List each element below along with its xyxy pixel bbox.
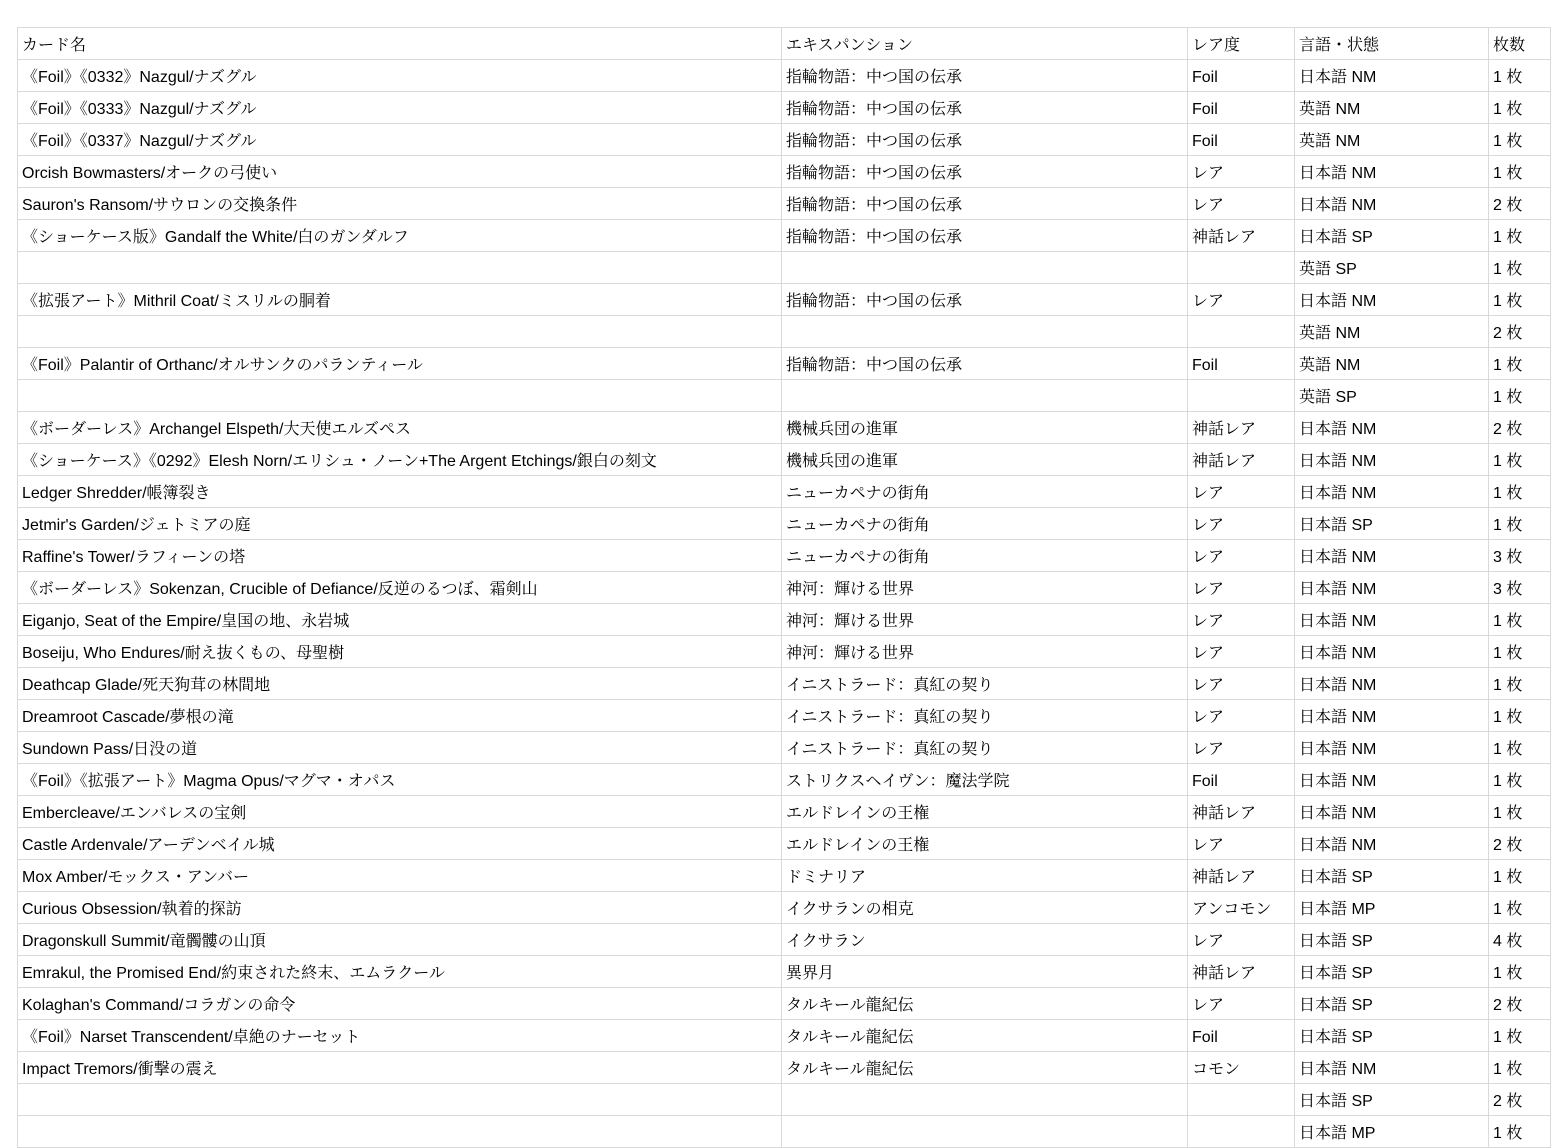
card-name-cell: 《ショーケース版》Gandalf the White/白のガンダルフ [18, 220, 782, 252]
card-name-cell: Orcish Bowmasters/オークの弓使い [18, 156, 782, 188]
table-row [18, 1020, 1551, 1052]
rarity-cell: レア [1188, 540, 1295, 572]
card-name-cell: 《拡張アート》Mithril Coat/ミスリルの胴着 [18, 284, 782, 316]
language-condition-cell: 日本語 NM [1295, 636, 1489, 668]
table-row [18, 732, 1551, 764]
quantity-cell: 2 枚 [1489, 1084, 1551, 1116]
expansion-cell: 指輪物語：中つ国の伝承 [782, 92, 1188, 124]
expansion-cell [782, 252, 1188, 284]
table-row [18, 1084, 1551, 1116]
card-inventory-sheet [17, 27, 1550, 1148]
expansion-cell: イニストラード：真紅の契り [782, 732, 1188, 764]
table-row [18, 572, 1551, 604]
quantity-cell: 1 枚 [1489, 796, 1551, 828]
language-condition-cell: 日本語 SP [1295, 924, 1489, 956]
quantity-cell: 1 枚 [1489, 1116, 1551, 1148]
quantity-cell: 1 枚 [1489, 92, 1551, 124]
rarity-cell: 神話レア [1188, 444, 1295, 476]
expansion-cell: 指輪物語：中つ国の伝承 [782, 220, 1188, 252]
language-condition-cell: 日本語 NM [1295, 188, 1489, 220]
quantity-cell: 4 枚 [1489, 924, 1551, 956]
rarity-cell: Foil [1188, 764, 1295, 796]
header-row [18, 28, 1551, 60]
language-condition-cell: 日本語 SP [1295, 1020, 1489, 1052]
table-row [18, 508, 1551, 540]
language-condition-cell: 日本語 NM [1295, 828, 1489, 860]
card-name-cell [18, 1116, 782, 1148]
table-row [18, 444, 1551, 476]
card-name-cell: 《ショーケース》《0292》Elesh Norn/エリシュ・ノーン+The Argent Etchings/銀白の刻文 [18, 444, 782, 476]
card-name-cell: Ledger Shredder/帳簿裂き [18, 476, 782, 508]
language-condition-cell: 日本語 NM [1295, 284, 1489, 316]
expansion-cell: 指輪物語：中つ国の伝承 [782, 348, 1188, 380]
rarity-cell: レア [1188, 732, 1295, 764]
header-card-name: カード名 [18, 28, 782, 60]
rarity-cell: Foil [1188, 1020, 1295, 1052]
expansion-cell: 指輪物語：中つ国の伝承 [782, 124, 1188, 156]
rarity-cell: レア [1188, 828, 1295, 860]
card-name-cell: Castle Ardenvale/アーデンベイル城 [18, 828, 782, 860]
language-condition-cell: 日本語 NM [1295, 700, 1489, 732]
card-name-cell [18, 380, 782, 412]
table-row [18, 796, 1551, 828]
card-name-cell: Raffine's Tower/ラフィーンの塔 [18, 540, 782, 572]
expansion-cell: 機械兵団の進軍 [782, 444, 1188, 476]
rarity-cell [1188, 316, 1295, 348]
rarity-cell: レア [1188, 988, 1295, 1020]
rarity-cell: レア [1188, 476, 1295, 508]
language-condition-cell: 日本語 SP [1295, 956, 1489, 988]
rarity-cell: Foil [1188, 124, 1295, 156]
table-row [18, 476, 1551, 508]
quantity-cell: 1 枚 [1489, 732, 1551, 764]
rarity-cell: レア [1188, 572, 1295, 604]
quantity-cell: 1 枚 [1489, 668, 1551, 700]
card-name-cell: Kolaghan's Command/コラガンの命令 [18, 988, 782, 1020]
language-condition-cell: 日本語 NM [1295, 572, 1489, 604]
table-row [18, 220, 1551, 252]
table-row [18, 92, 1551, 124]
language-condition-cell: 日本語 NM [1295, 604, 1489, 636]
quantity-cell: 1 枚 [1489, 444, 1551, 476]
quantity-cell: 1 枚 [1489, 284, 1551, 316]
card-name-cell: 《Foil》《0333》Nazgul/ナズグル [18, 92, 782, 124]
rarity-cell: アンコモン [1188, 892, 1295, 924]
language-condition-cell: 英語 NM [1295, 92, 1489, 124]
quantity-cell: 1 枚 [1489, 380, 1551, 412]
rarity-cell: Foil [1188, 92, 1295, 124]
table-row [18, 348, 1551, 380]
rarity-cell: 神話レア [1188, 796, 1295, 828]
expansion-cell: ニューカペナの街角 [782, 476, 1188, 508]
card-name-cell: Eiganjo, Seat of the Empire/皇国の地、永岩城 [18, 604, 782, 636]
table-row [18, 764, 1551, 796]
expansion-cell [782, 1116, 1188, 1148]
header-quantity: 枚数 [1489, 28, 1551, 60]
card-name-cell: Jetmir's Garden/ジェトミアの庭 [18, 508, 782, 540]
card-name-cell: 《ボーダーレス》Archangel Elspeth/大天使エルズペス [18, 412, 782, 444]
expansion-cell: イニストラード：真紅の契り [782, 700, 1188, 732]
quantity-cell: 1 枚 [1489, 348, 1551, 380]
quantity-cell: 1 枚 [1489, 124, 1551, 156]
table-row [18, 604, 1551, 636]
rarity-cell: Foil [1188, 60, 1295, 92]
table-row [18, 1116, 1551, 1148]
card-name-cell: Mox Amber/モックス・アンバー [18, 860, 782, 892]
quantity-cell: 1 枚 [1489, 604, 1551, 636]
language-condition-cell: 英語 NM [1295, 316, 1489, 348]
card-name-cell [18, 1084, 782, 1116]
quantity-cell: 1 枚 [1489, 700, 1551, 732]
card-name-cell: Emrakul, the Promised End/約束された終末、エムラクール [18, 956, 782, 988]
expansion-cell: エルドレインの王権 [782, 828, 1188, 860]
expansion-cell: エルドレインの王権 [782, 796, 1188, 828]
card-name-cell: 《Foil》Palantir of Orthanc/オルサンクのパランティール [18, 348, 782, 380]
expansion-cell [782, 380, 1188, 412]
table-row [18, 380, 1551, 412]
language-condition-cell: 日本語 NM [1295, 732, 1489, 764]
language-condition-cell: 日本語 NM [1295, 412, 1489, 444]
expansion-cell: イニストラード：真紅の契り [782, 668, 1188, 700]
quantity-cell: 1 枚 [1489, 860, 1551, 892]
rarity-cell: 神話レア [1188, 956, 1295, 988]
rarity-cell [1188, 252, 1295, 284]
table-row [18, 700, 1551, 732]
card-name-cell: 《Foil》《0337》Nazgul/ナズグル [18, 124, 782, 156]
rarity-cell: 神話レア [1188, 860, 1295, 892]
table-row [18, 828, 1551, 860]
expansion-cell [782, 1084, 1188, 1116]
expansion-cell: 指輪物語：中つ国の伝承 [782, 156, 1188, 188]
quantity-cell: 2 枚 [1489, 988, 1551, 1020]
quantity-cell: 2 枚 [1489, 828, 1551, 860]
rarity-cell: 神話レア [1188, 220, 1295, 252]
table-row [18, 860, 1551, 892]
expansion-cell: 神河：輝ける世界 [782, 604, 1188, 636]
quantity-cell: 1 枚 [1489, 892, 1551, 924]
quantity-cell: 1 枚 [1489, 60, 1551, 92]
table-body [18, 60, 1551, 1148]
card-name-cell: 《Foil》Narset Transcendent/卓絶のナーセット [18, 1020, 782, 1052]
table-row [18, 60, 1551, 92]
language-condition-cell: 日本語 NM [1295, 764, 1489, 796]
expansion-cell: イクサランの相克 [782, 892, 1188, 924]
card-name-cell: Sundown Pass/日没の道 [18, 732, 782, 764]
header-language-condition: 言語・状態 [1295, 28, 1489, 60]
expansion-cell: ニューカペナの街角 [782, 540, 1188, 572]
rarity-cell: レア [1188, 924, 1295, 956]
table-row [18, 188, 1551, 220]
quantity-cell: 1 枚 [1489, 1052, 1551, 1084]
rarity-cell: レア [1188, 508, 1295, 540]
card-name-cell: Sauron's Ransom/サウロンの交換条件 [18, 188, 782, 220]
rarity-cell: コモン [1188, 1052, 1295, 1084]
header-rarity: レア度 [1188, 28, 1295, 60]
rarity-cell: レア [1188, 700, 1295, 732]
table-row [18, 316, 1551, 348]
expansion-cell: タルキール龍紀伝 [782, 1020, 1188, 1052]
language-condition-cell: 日本語 SP [1295, 1084, 1489, 1116]
table-row [18, 956, 1551, 988]
header-expansion: エキスパンション [782, 28, 1188, 60]
expansion-cell: 指輪物語：中つ国の伝承 [782, 188, 1188, 220]
card-name-cell: Dragonskull Summit/竜髑髏の山頂 [18, 924, 782, 956]
table-row [18, 412, 1551, 444]
table-row [18, 156, 1551, 188]
language-condition-cell: 英語 SP [1295, 380, 1489, 412]
table-row [18, 124, 1551, 156]
card-name-cell: Embercleave/エンバレスの宝剣 [18, 796, 782, 828]
language-condition-cell: 日本語 MP [1295, 1116, 1489, 1148]
language-condition-cell: 日本語 NM [1295, 668, 1489, 700]
rarity-cell: レア [1188, 156, 1295, 188]
expansion-cell: 神河：輝ける世界 [782, 636, 1188, 668]
rarity-cell [1188, 1084, 1295, 1116]
card-name-cell [18, 252, 782, 284]
rarity-cell [1188, 380, 1295, 412]
table-row [18, 924, 1551, 956]
expansion-cell: ニューカペナの街角 [782, 508, 1188, 540]
card-name-cell: Impact Tremors/衝撃の震え [18, 1052, 782, 1084]
quantity-cell: 1 枚 [1489, 636, 1551, 668]
quantity-cell: 1 枚 [1489, 1020, 1551, 1052]
rarity-cell [1188, 1116, 1295, 1148]
table-row [18, 636, 1551, 668]
card-name-cell: 《Foil》《0332》Nazgul/ナズグル [18, 60, 782, 92]
card-name-cell: 《Foil》《拡張アート》Magma Opus/マグマ・オパス [18, 764, 782, 796]
table-row [18, 1052, 1551, 1084]
language-condition-cell: 日本語 NM [1295, 60, 1489, 92]
card-name-cell: Curious Obsession/執着的探訪 [18, 892, 782, 924]
quantity-cell: 1 枚 [1489, 956, 1551, 988]
language-condition-cell: 英語 SP [1295, 252, 1489, 284]
expansion-cell: ストリクスヘイヴン：魔法学院 [782, 764, 1188, 796]
language-condition-cell: 日本語 NM [1295, 156, 1489, 188]
quantity-cell: 1 枚 [1489, 252, 1551, 284]
table-row [18, 892, 1551, 924]
language-condition-cell: 日本語 NM [1295, 1052, 1489, 1084]
card-name-cell: Deathcap Glade/死天狗茸の林間地 [18, 668, 782, 700]
quantity-cell: 2 枚 [1489, 412, 1551, 444]
quantity-cell: 1 枚 [1489, 476, 1551, 508]
expansion-cell: 神河：輝ける世界 [782, 572, 1188, 604]
expansion-cell: 機械兵団の進軍 [782, 412, 1188, 444]
expansion-cell: タルキール龍紀伝 [782, 1052, 1188, 1084]
table-row [18, 252, 1551, 284]
rarity-cell: レア [1188, 284, 1295, 316]
expansion-cell [782, 316, 1188, 348]
card-name-cell: 《ボーダーレス》Sokenzan, Crucible of Defiance/反逆のるつぼ、霜剣山 [18, 572, 782, 604]
language-condition-cell: 日本語 MP [1295, 892, 1489, 924]
expansion-cell: 指輪物語：中つ国の伝承 [782, 284, 1188, 316]
language-condition-cell: 日本語 NM [1295, 444, 1489, 476]
quantity-cell: 1 枚 [1489, 764, 1551, 796]
language-condition-cell: 日本語 SP [1295, 860, 1489, 892]
card-inventory-table [17, 27, 1551, 1148]
card-name-cell: Dreamroot Cascade/夢根の滝 [18, 700, 782, 732]
expansion-cell: ドミナリア [782, 860, 1188, 892]
table-row [18, 540, 1551, 572]
rarity-cell: レア [1188, 188, 1295, 220]
language-condition-cell: 英語 NM [1295, 124, 1489, 156]
language-condition-cell: 日本語 NM [1295, 540, 1489, 572]
table-row [18, 988, 1551, 1020]
rarity-cell: 神話レア [1188, 412, 1295, 444]
card-name-cell: Boseiju, Who Endures/耐え抜くもの、母聖樹 [18, 636, 782, 668]
language-condition-cell: 英語 NM [1295, 348, 1489, 380]
expansion-cell: 異界月 [782, 956, 1188, 988]
language-condition-cell: 日本語 SP [1295, 988, 1489, 1020]
quantity-cell: 2 枚 [1489, 188, 1551, 220]
rarity-cell: Foil [1188, 348, 1295, 380]
rarity-cell: レア [1188, 668, 1295, 700]
quantity-cell: 3 枚 [1489, 540, 1551, 572]
card-name-cell [18, 316, 782, 348]
quantity-cell: 1 枚 [1489, 156, 1551, 188]
expansion-cell: タルキール龍紀伝 [782, 988, 1188, 1020]
table-row [18, 668, 1551, 700]
language-condition-cell: 日本語 SP [1295, 508, 1489, 540]
language-condition-cell: 日本語 SP [1295, 220, 1489, 252]
quantity-cell: 3 枚 [1489, 572, 1551, 604]
expansion-cell: イクサラン [782, 924, 1188, 956]
language-condition-cell: 日本語 NM [1295, 796, 1489, 828]
expansion-cell: 指輪物語：中つ国の伝承 [782, 60, 1188, 92]
rarity-cell: レア [1188, 604, 1295, 636]
quantity-cell: 1 枚 [1489, 220, 1551, 252]
quantity-cell: 2 枚 [1489, 316, 1551, 348]
language-condition-cell: 日本語 NM [1295, 476, 1489, 508]
table-row [18, 284, 1551, 316]
rarity-cell: レア [1188, 636, 1295, 668]
quantity-cell: 1 枚 [1489, 508, 1551, 540]
